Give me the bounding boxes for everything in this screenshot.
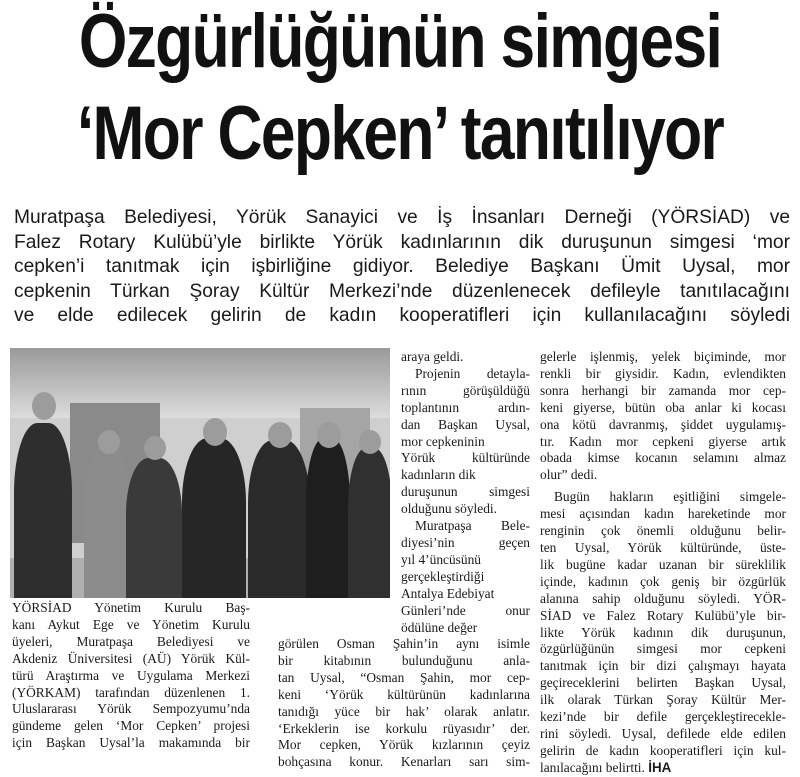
caption-line: gündeme gelen ‘Mor Cepken’ projesi: [12, 718, 250, 734]
text-line: ten Uysal, Yörük kültüründe, üste-: [540, 539, 786, 555]
text-line: kadınların dik: [401, 467, 476, 483]
text-line: gerçekleştirdiği: [401, 568, 485, 584]
text-line: duruşunun simgesi: [401, 484, 530, 500]
closing-text: lanılacağını belirtti.: [540, 759, 645, 775]
text-line: bir kitabının bulunduğunu anla-: [278, 652, 530, 668]
text-line: sonra herhangi bir zamanda mor cep-: [540, 382, 786, 398]
text-line: ilk olarak Türkan Şoray Kültür Mer-: [540, 692, 786, 708]
column-3: [540, 349, 786, 777]
text-line: [540, 760, 786, 777]
text-line: içinde, kadının çok geniş bir özgürlük: [540, 573, 786, 589]
text-line: araya geldi.: [401, 349, 464, 364]
person-head: [32, 392, 56, 420]
caption-line: türü Araştırma ve Uygulama Merkezi: [12, 667, 250, 683]
text-line: diyesi’nin geçen: [401, 534, 530, 550]
column-2-narrow: [401, 349, 530, 636]
headline-line-2: ‘Mor Cepken’ tanıtılıyor: [76, 91, 724, 176]
person-head: [144, 436, 166, 460]
text-line: dan Başkan Uysal,: [401, 416, 530, 432]
text-line: görülen Osman Şahin’in aynı isimle: [278, 636, 530, 651]
text-line: bohçasına konur. Kenarları sarı sim-: [278, 754, 530, 770]
agency-credit: İHA: [648, 759, 672, 775]
text-line: ‘Erkeklerin ise korkulu rüyasıdır’ der.: [278, 720, 530, 736]
caption-line: Akdeniz Üniversitesi (AÜ) Yörük Kül-: [12, 650, 250, 666]
person-head: [317, 422, 341, 448]
text-line: geçireceklerini belirten Başkan Uysal,: [540, 675, 786, 691]
text-line: olduğunu söyledi.: [401, 501, 497, 517]
lead-paragraph: [14, 206, 790, 329]
text-line: Mor cepken, Yörük kızlarının çeyiz: [278, 737, 530, 753]
text-line: lik bugüne kadar uzanan bir süreklilik: [540, 556, 786, 572]
person-silhouette: [14, 423, 72, 598]
text-line: SİAD ve Falez Rotary Kulübü’yle bir-: [540, 607, 786, 623]
person-silhouette: [84, 448, 130, 598]
person-head: [268, 422, 292, 448]
caption-line: üyeleri, Muratpaşa Belediyesi ve: [12, 633, 250, 649]
text-line: tanıdığı yüce bir hak’ olarak anlatır.: [278, 703, 530, 719]
person-head: [98, 430, 120, 454]
headline-line-1: Özgürlüğünün simgesi: [78, 0, 722, 84]
text-line: keni ‘Yörük kültürünün kadınlarına: [278, 686, 530, 702]
lead-line: cepken’i tanıtmak için işbirliğine gidiyor. Belediye Başkanı Ümit Uysal, mor: [14, 256, 790, 278]
caption-line: için Başkan Uysal’la makamında bir: [12, 735, 250, 751]
text-line: renkli bir giysidir. Kadın, evlendikten: [540, 365, 786, 381]
text-line: rini söyledi. Uysal, defilede elde edilen: [540, 725, 786, 741]
group-photo-icon: [10, 348, 390, 598]
text-line: Yörük kültüründe: [401, 450, 530, 466]
caption-line: YÖRSİAD Yönetim Kurulu Baş-: [12, 600, 250, 615]
text-line: Muratpaşa Bele-: [415, 518, 530, 534]
text-line: mor cepkeninin: [401, 433, 485, 449]
person-silhouette: [126, 458, 182, 598]
person-head: [203, 418, 227, 446]
person-silhouette: [248, 440, 310, 598]
person-silhouette: [348, 448, 390, 598]
text-line: rının görüşüldüğü: [401, 382, 530, 398]
person-head: [359, 430, 381, 454]
photo-caption: [12, 600, 250, 752]
text-line: kezi’nde bir defile gerçekleştirecekle-: [540, 709, 786, 725]
text-line: Günleri’nde onur: [401, 602, 530, 618]
text-line: toplantının ardın-: [401, 399, 530, 415]
text-line: gelirin de kadın kooperatifleri için kul-: [540, 742, 786, 758]
text-line: ona kötü davranmış, şiddet uygulamış-: [540, 416, 786, 432]
text-line: ödülüne değer: [401, 619, 478, 635]
text-line: tan Uysal, “Osman Şahin, mor cep-: [278, 669, 530, 685]
text-line: renginin çok önemli olduğunu belir-: [540, 523, 786, 539]
text-line: obada kimse kocanın selamını almaz: [540, 450, 786, 466]
person-silhouette: [306, 438, 350, 598]
text-line: özgürlüğünün simgesi mor cepkeni: [540, 641, 786, 657]
caption-line: (YÖRKAM) tarafından düzenlenen 1.: [12, 684, 250, 700]
text-line: keni giyerse, bütün oba anlar ki kocası: [540, 399, 786, 415]
lead-line: cepkenin Türkan Şoray Kültür Merkezi’nde düzenlenecek defileyle tanıtılacağını: [14, 280, 790, 302]
caption-line: Uluslararası Yörük Sempozyumu’nda: [12, 701, 250, 717]
text-line: likte Yörük kadının dik duruşunun,: [540, 624, 786, 640]
text-line: Antalya Edebiyat: [401, 585, 495, 601]
text-line: alanına sahip olduğunu söyledi. YÖR-: [540, 590, 786, 606]
text-line: Projenin detayla-: [415, 365, 530, 381]
person-silhouette: [182, 438, 246, 598]
text-line: gelerle işlenmiş, yelek biçiminde, mor: [540, 349, 786, 364]
text-line: yıl 4’üncüsünü: [401, 551, 481, 567]
text-line: mesi açısından kadın hareketinde mor: [540, 506, 786, 522]
text-line: tanıtmak için bir dizi çalışmayı hayata: [540, 658, 786, 674]
text-line: olur” dedi.: [540, 467, 598, 483]
lead-line: Muratpaşa Belediyesi, Yörük Sanayici ve İş İnsanları Derneği (YÖRSİAD) ve: [14, 207, 790, 228]
caption-line: kanı Aykut Ege ve Yönetim Kurulu: [12, 616, 250, 632]
lead-line: ve elde edilecek gelirin de kadın kooperatifleri için kullanılacağını söyledi: [14, 305, 790, 327]
text-line: tır. Kadın mor cepkeni giyerse artık: [540, 433, 786, 449]
text-line: Bugün hakların eşitliğini simgele-: [554, 489, 786, 505]
lead-line: Falez Rotary Kulübü’yle birlikte Yörük kadınlarının dik duruşunun simgesi ‘mor: [14, 231, 790, 253]
